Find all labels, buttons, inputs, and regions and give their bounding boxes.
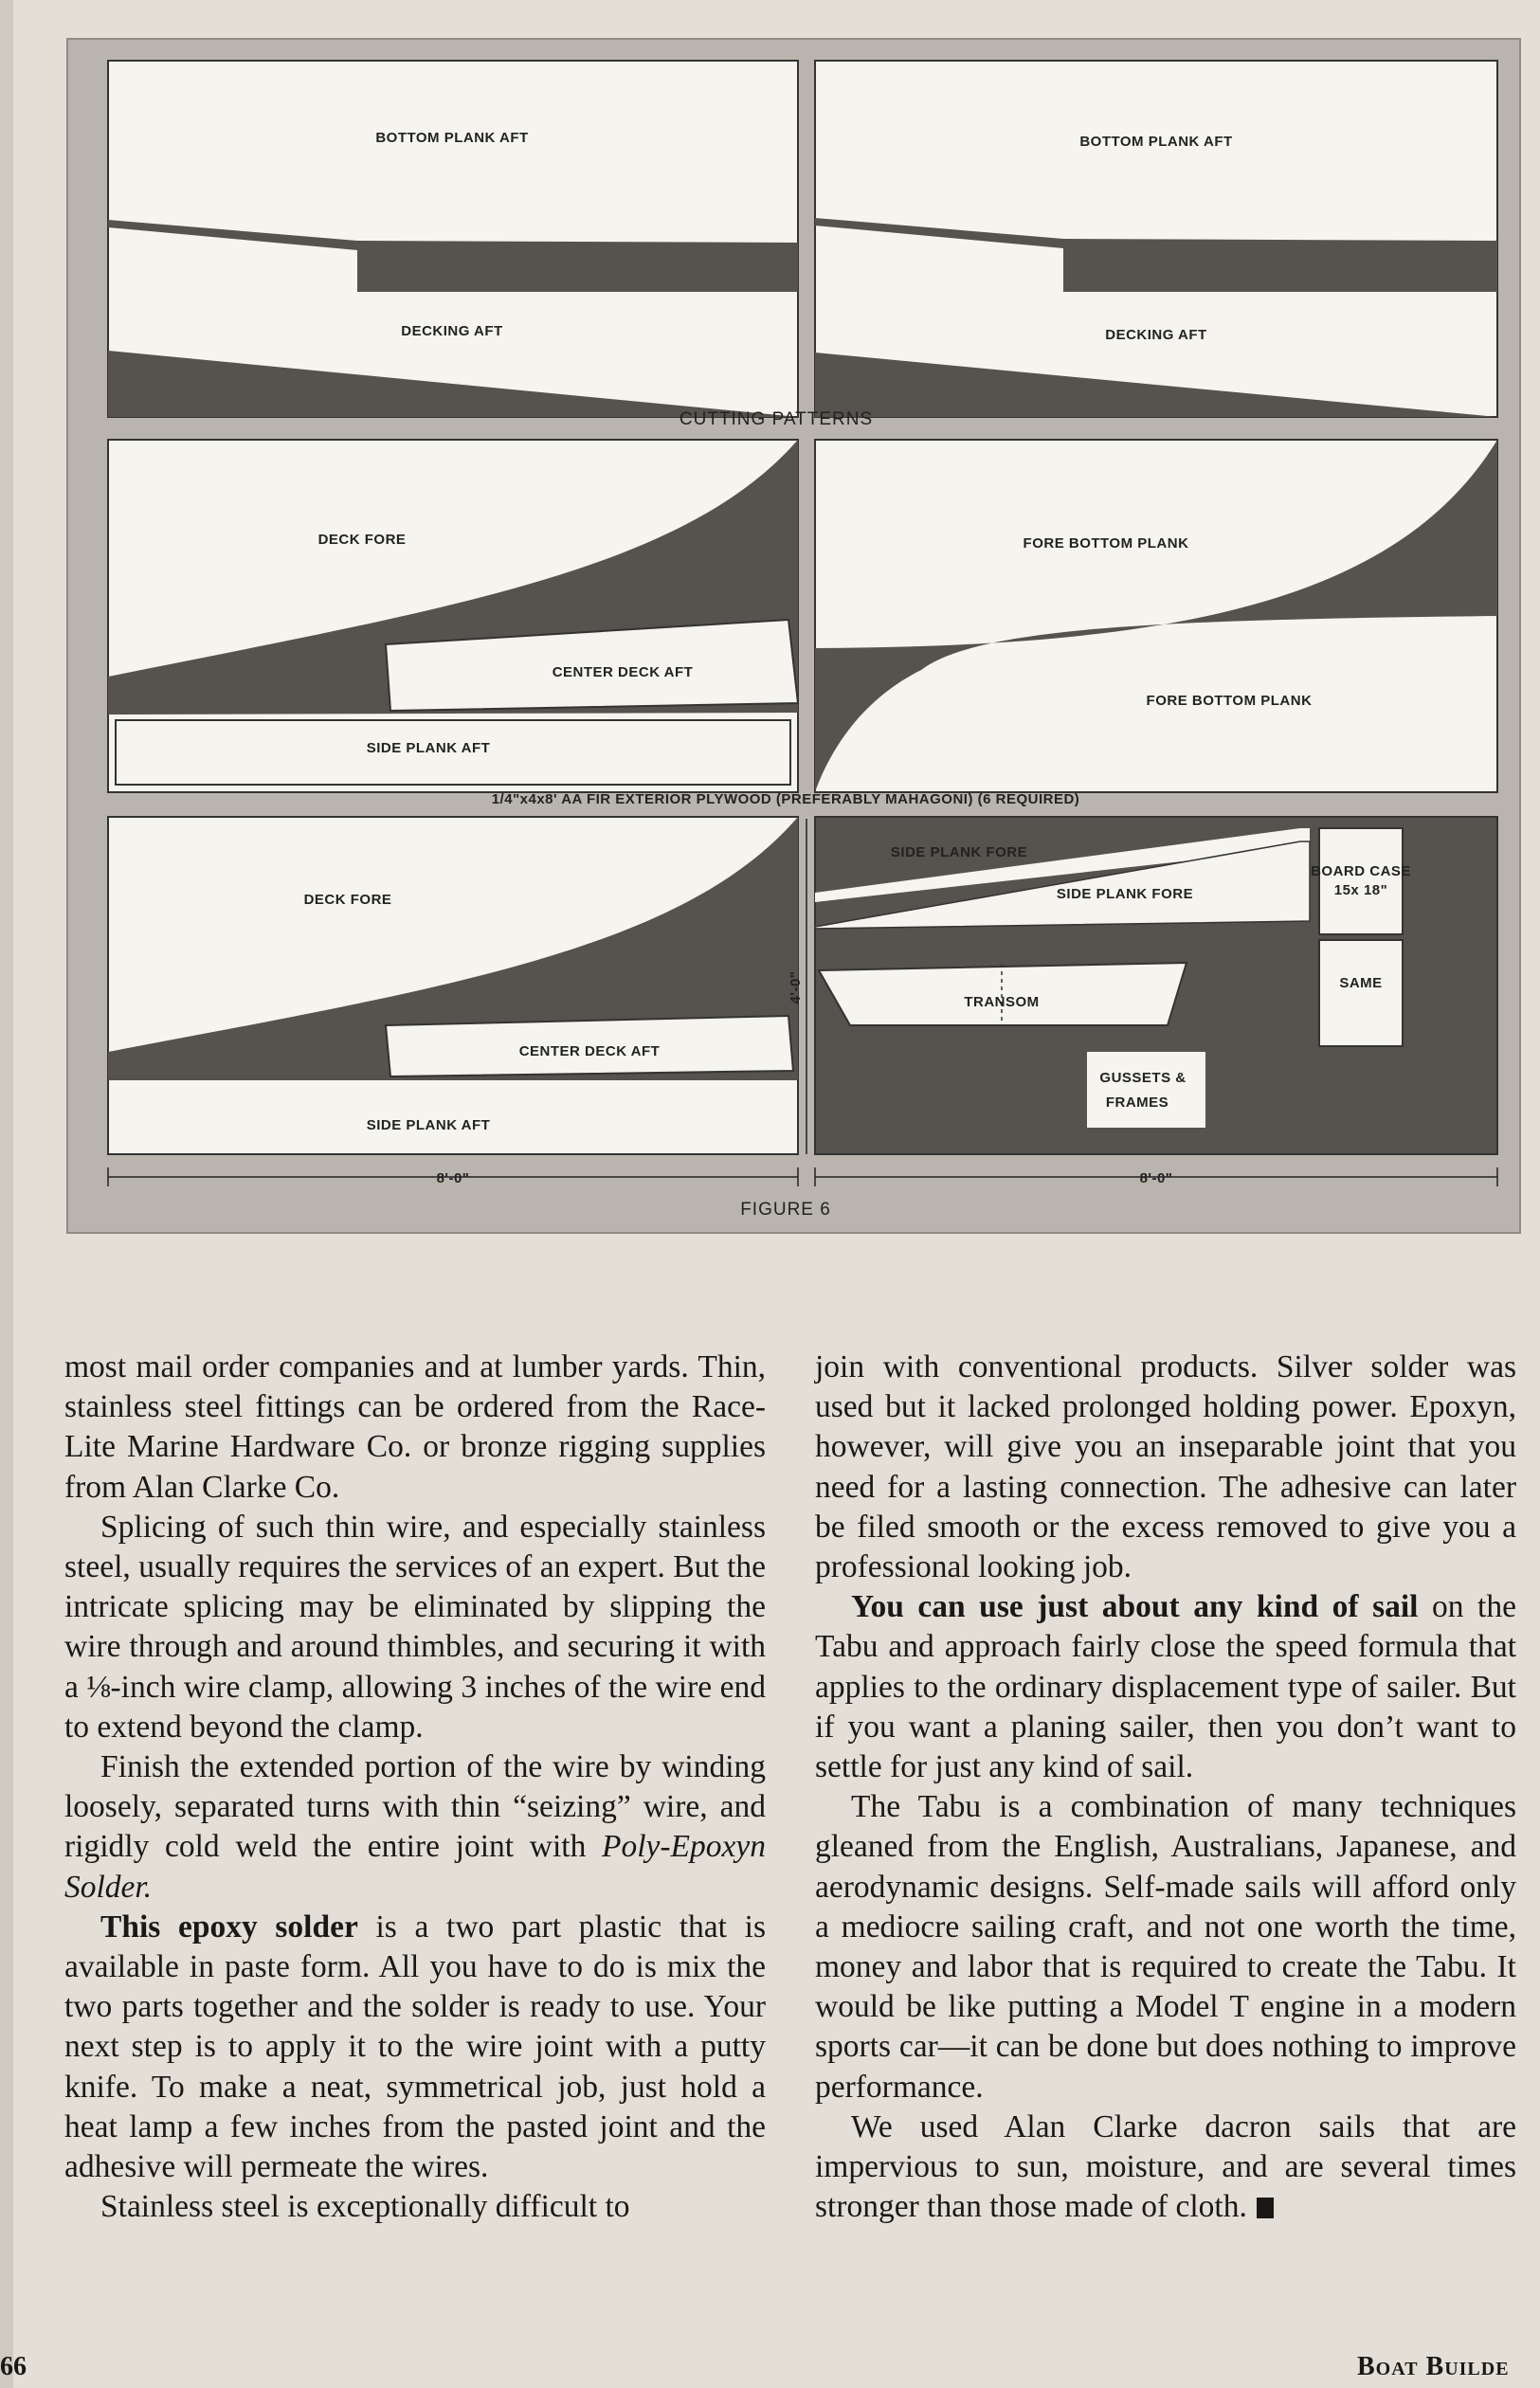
left-paragraph-3-text: Finish the extended portion of the wire by winding loosely, separated turns with thin “seizing” wire, and rigidly cold weld the entire joint with [64, 1749, 766, 1865]
lead-in-bold: You can use just about any kind of sail [851, 1589, 1419, 1625]
product-name: Poly-Epoxyn Solder. [64, 1829, 766, 1905]
left-paragraph-1: most mail order companies and at lumber yards. Thin, stainless steel fittings can be ordered from the Race-Lite Marine Hardware Co. or bronze rigging supplies from Alan Clarke Co. [64, 1349, 766, 1505]
width-dimension-left: 8'-0" [436, 1170, 470, 1186]
board-case-label: BOARD CASE [1311, 863, 1411, 879]
left-paragraph-3 [64, 1747, 766, 1908]
sheet5-deck-label: DECK FORE [303, 892, 392, 908]
sheet3-side-label: SIDE PLANK AFT [366, 740, 491, 756]
right-paragraph-2-text: on the Tabu and approach fairly close the speed formula that applies to the ordinary displacement type of sailer. But if you want a planing sailer, then you don’t want to settle for just any kind of sail. [815, 1589, 1516, 1785]
sheet4-bottom-label: FORE BOTTOM PLANK [1146, 693, 1313, 709]
sheet6-side-bottom-label: SIDE PLANK FORE [1056, 886, 1194, 902]
lead-in-bold: This epoxy solder [100, 1909, 358, 1945]
sheet1-bottom-label: DECKING AFT [401, 323, 503, 339]
figure-drawing [68, 40, 1523, 1236]
same-label: SAME [1339, 975, 1383, 991]
figure-caption: FIGURE 6 [740, 1200, 831, 1220]
cutting-patterns-figure [66, 38, 1521, 1234]
sheet-3 [108, 440, 798, 792]
end-mark-icon [1257, 2198, 1274, 2218]
sheet6-side-top-label: SIDE PLANK FORE [890, 844, 1028, 860]
frames-label: FRAMES [1105, 1094, 1169, 1111]
transom-label: TRANSOM [964, 994, 1040, 1010]
page-edge [0, 0, 13, 2388]
right-paragraph-2 [815, 1587, 1516, 1787]
sheet-1 [108, 61, 798, 417]
cutting-patterns-header: CUTTING PATTERNS [679, 409, 874, 429]
sheet-4 [815, 440, 1497, 792]
right-paragraph-1: join with conventional products. Silver solder was used but it lacked prolonged holding power. Epoxyn, however, will give you an inseparable joint that you need for a lasting connection. The adhesive can later be filed smooth or the excess removed to give you a professional looking job. [815, 1349, 1516, 1585]
page-number: 66 [0, 2352, 27, 2381]
right-paragraph-4 [815, 2108, 1516, 2228]
sheet4-top-label: FORE BOTTOM PLANK [1023, 535, 1189, 552]
width-dimension-right: 8'-0" [1139, 1170, 1173, 1186]
sheet5-side-label: SIDE PLANK AFT [366, 1117, 491, 1133]
sheet1-top-label: BOTTOM PLANK AFT [375, 130, 529, 146]
sheet-5 [108, 817, 798, 1154]
left-paragraph-5: Stainless steel is exceptionally difficult to [100, 2189, 630, 2225]
sheet5-center-label: CENTER DECK AFT [518, 1043, 661, 1059]
right-column [815, 1348, 1516, 2227]
left-paragraph-4-text: is a two part plastic that is available in paste form. All you have to do is mix the two parts together and the solder is ready to use. Your next step is to apply it to the wire joint with a putty knife. To make a neat, symmetrical job, just hold a heat lamp a few inches from the pasted joint and the adhesive will permeate the wires. [64, 1909, 766, 2185]
left-column [64, 1348, 766, 2227]
sheet3-deck-label: DECK FORE [317, 532, 407, 548]
gussets-label: GUSSETS & [1099, 1070, 1187, 1086]
material-note: 1/4"x4x8' AA FIR EXTERIOR PLYWOOD (PREFERABLY MAHAGONI) (6 REQUIRED) [491, 791, 1080, 807]
sheet3-center-label: CENTER DECK AFT [552, 664, 694, 680]
board-case-size: 15x 18" [1333, 882, 1388, 898]
right-paragraph-3: The Tabu is a combination of many techniques gleaned from the English, Australians, Japanese, and aerodynamic designs. Self-made sails will afford only a mediocre sailing craft, and not one worth the time, money and labor that is required to create the Tabu. It would be like putting a Model T engine in a modern sports car—it can be done but does nothing to improve performance. [815, 1789, 1516, 2105]
magazine-name: Boat Builde [1357, 2352, 1510, 2381]
left-paragraph-2: Splicing of such thin wire, and especially stainless steel, usually requires the services of an expert. But the intricate splicing may be eliminated by slipping the wire through and around thimbles, and securing it with a ⅛-inch wire clamp, allowing 3 inches of the wire end to extend beyond the clamp. [64, 1509, 766, 1745]
sheet-2 [815, 61, 1497, 417]
left-paragraph-4 [64, 1908, 766, 2187]
sheet2-top-label: BOTTOM PLANK AFT [1079, 134, 1233, 150]
right-paragraph-4-text: We used Alan Clarke dacron sails that are impervious to sun, moisture, and are several times stronger than those made of cloth. [815, 2108, 1516, 2225]
sheet-6 [815, 817, 1497, 1154]
sheet2-bottom-label: DECKING AFT [1105, 327, 1207, 343]
height-dimension: 4'-0" [788, 970, 804, 1004]
